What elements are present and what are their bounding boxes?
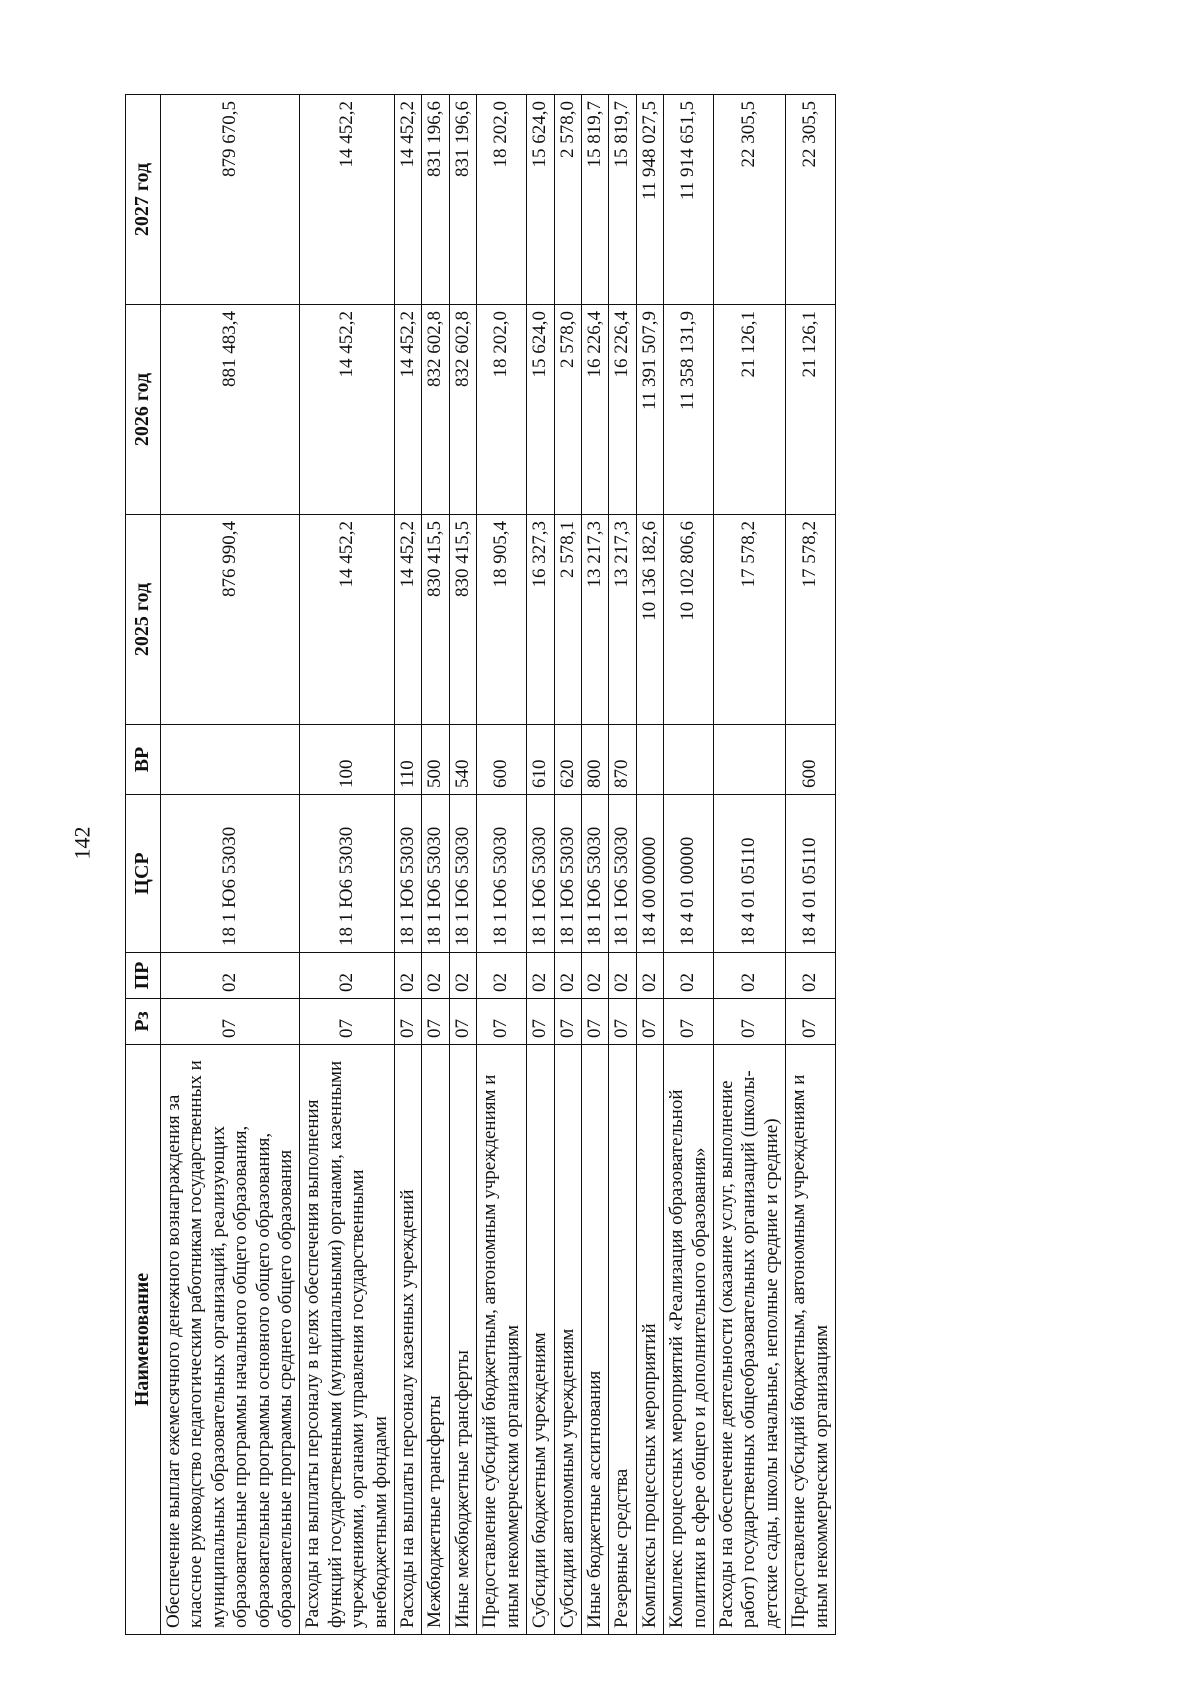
table-row <box>636 95 663 1635</box>
cell-vr <box>664 725 714 795</box>
cell-rz: 07 <box>636 999 663 1045</box>
budget-table <box>125 94 836 1635</box>
cell-2027: 831 196,6 <box>449 95 476 305</box>
cell-2026: 11 391 507,9 <box>636 305 663 515</box>
cell-csr: 18 1 Ю6 53030 <box>554 795 581 953</box>
cell-rz: 07 <box>664 999 714 1045</box>
cell-2025: 2 578,1 <box>554 515 581 725</box>
header-pr: ПР <box>126 953 161 999</box>
cell-2027: 15 819,7 <box>609 95 636 305</box>
cell-name: Субсидии бюджетным учреждениям <box>527 1045 554 1635</box>
cell-name: Субсидии автономным учреждениям <box>554 1045 581 1635</box>
cell-2026: 832 602,8 <box>449 305 476 515</box>
cell-2025: 13 217,3 <box>581 515 608 725</box>
cell-name: Обеспечение выплат ежемесячного денежного вознаграждения за классное руководство педагогическим работникам государственных и муниципальных образовательных организаций, реализующих образовательные программы начального общего образования, образовательные программы основного общего образования, образовательные программы среднего общего образования <box>161 1045 300 1635</box>
cell-rz: 07 <box>395 999 422 1045</box>
cell-rz: 07 <box>786 999 836 1045</box>
cell-name: Иные межбюджетные трансферты <box>449 1045 476 1635</box>
cell-name: Предоставление субсидий бюджетным, автономным учреждениям и иным некоммерческим организациям <box>786 1045 836 1635</box>
cell-csr: 18 4 01 05110 <box>786 795 836 953</box>
cell-rz: 07 <box>713 999 785 1045</box>
table-row <box>161 95 300 1635</box>
header-rz: Рз <box>126 999 161 1045</box>
cell-pr: 02 <box>527 953 554 999</box>
cell-2025: 13 217,3 <box>609 515 636 725</box>
cell-name: Предоставление субсидий бюджетным, автономным учреждениям и иным некоммерческим организациям <box>477 1045 527 1635</box>
cell-2026: 832 602,8 <box>422 305 449 515</box>
header-csr: ЦСР <box>126 795 161 953</box>
header-vr: ВР <box>126 725 161 795</box>
cell-rz: 07 <box>300 999 395 1045</box>
cell-csr: 18 1 Ю6 53030 <box>422 795 449 953</box>
page-number: 142 <box>69 826 95 860</box>
table-row <box>713 95 785 1635</box>
cell-2027: 14 452,2 <box>395 95 422 305</box>
cell-2027: 11 948 027,5 <box>636 95 663 305</box>
cell-2026: 21 126,1 <box>786 305 836 515</box>
cell-2026: 881 483,4 <box>161 305 300 515</box>
cell-csr: 18 4 01 00000 <box>664 795 714 953</box>
cell-csr: 18 1 Ю6 53030 <box>477 795 527 953</box>
cell-pr: 02 <box>786 953 836 999</box>
cell-name: Резервные средства <box>609 1045 636 1635</box>
cell-2027: 22 305,5 <box>786 95 836 305</box>
cell-pr: 02 <box>395 953 422 999</box>
cell-2026: 16 226,4 <box>609 305 636 515</box>
budget-table-wrapper <box>125 95 1145 1635</box>
cell-name: Расходы на выплаты персоналу казенных учреждений <box>395 1045 422 1635</box>
cell-pr: 02 <box>300 953 395 999</box>
cell-csr: 18 4 00 00000 <box>636 795 663 953</box>
cell-2027: 879 670,5 <box>161 95 300 305</box>
cell-pr: 02 <box>713 953 785 999</box>
cell-2027: 15 819,7 <box>581 95 608 305</box>
cell-vr <box>713 725 785 795</box>
cell-2027: 22 305,5 <box>713 95 785 305</box>
cell-vr: 600 <box>786 725 836 795</box>
cell-csr: 18 4 01 05110 <box>713 795 785 953</box>
cell-pr: 02 <box>581 953 608 999</box>
cell-name: Иные бюджетные ассигнования <box>581 1045 608 1635</box>
cell-rz: 07 <box>581 999 608 1045</box>
cell-pr: 02 <box>636 953 663 999</box>
cell-2025: 876 990,4 <box>161 515 300 725</box>
cell-2026: 11 358 131,9 <box>664 305 714 515</box>
cell-pr: 02 <box>449 953 476 999</box>
cell-vr: 100 <box>300 725 395 795</box>
cell-vr: 500 <box>422 725 449 795</box>
cell-2027: 14 452,2 <box>300 95 395 305</box>
cell-2025: 10 102 806,6 <box>664 515 714 725</box>
cell-2025: 17 578,2 <box>786 515 836 725</box>
cell-2025: 830 415,5 <box>449 515 476 725</box>
cell-2025: 16 327,3 <box>527 515 554 725</box>
cell-vr: 600 <box>477 725 527 795</box>
table-row <box>664 95 714 1635</box>
cell-name: Расходы на обеспечение деятельности (оказание услуг, выполнение работ) государственных общеобразовательных организаций (школы-детские сады, школы начальные, неполные средние и средние) <box>713 1045 785 1635</box>
cell-pr: 02 <box>477 953 527 999</box>
cell-2025: 18 905,4 <box>477 515 527 725</box>
cell-rz: 07 <box>449 999 476 1045</box>
cell-rz: 07 <box>609 999 636 1045</box>
cell-pr: 02 <box>422 953 449 999</box>
cell-name: Комплекс процессных мероприятий «Реализация образовательной политики в сфере общего и дополнительного образования» <box>664 1045 714 1635</box>
cell-vr: 870 <box>609 725 636 795</box>
header-2026: 2026 год <box>126 305 161 515</box>
cell-vr: 620 <box>554 725 581 795</box>
table-row <box>554 95 581 1635</box>
table-row <box>581 95 608 1635</box>
cell-2026: 15 624,0 <box>527 305 554 515</box>
cell-2026: 18 202,0 <box>477 305 527 515</box>
cell-pr: 02 <box>664 953 714 999</box>
cell-csr: 18 1 Ю6 53030 <box>300 795 395 953</box>
table-row <box>786 95 836 1635</box>
cell-2025: 17 578,2 <box>713 515 785 725</box>
cell-2026: 21 126,1 <box>713 305 785 515</box>
cell-vr: 800 <box>581 725 608 795</box>
cell-2026: 16 226,4 <box>581 305 608 515</box>
cell-2026: 2 578,0 <box>554 305 581 515</box>
cell-2026: 14 452,2 <box>395 305 422 515</box>
cell-vr: 610 <box>527 725 554 795</box>
cell-pr: 02 <box>609 953 636 999</box>
cell-name: Комплексы процессных мероприятий <box>636 1045 663 1635</box>
cell-2025: 14 452,2 <box>300 515 395 725</box>
table-row <box>477 95 527 1635</box>
cell-rz: 07 <box>161 999 300 1045</box>
cell-rz: 07 <box>477 999 527 1045</box>
table-row <box>609 95 636 1635</box>
cell-vr <box>636 725 663 795</box>
header-2025: 2025 год <box>126 515 161 725</box>
cell-csr: 18 1 Ю6 53030 <box>527 795 554 953</box>
cell-name: Межбюджетные трансферты <box>422 1045 449 1635</box>
table-row <box>422 95 449 1635</box>
table-row <box>449 95 476 1635</box>
cell-2026: 14 452,2 <box>300 305 395 515</box>
cell-rz: 07 <box>527 999 554 1045</box>
cell-vr: 110 <box>395 725 422 795</box>
cell-csr: 18 1 Ю6 53030 <box>449 795 476 953</box>
header-name: Наименование <box>126 1045 161 1635</box>
cell-2027: 18 202,0 <box>477 95 527 305</box>
cell-rz: 07 <box>554 999 581 1045</box>
table-row <box>395 95 422 1635</box>
cell-2025: 10 136 182,6 <box>636 515 663 725</box>
table-row <box>300 95 395 1635</box>
cell-rz: 07 <box>422 999 449 1045</box>
cell-vr <box>161 725 300 795</box>
cell-2027: 831 196,6 <box>422 95 449 305</box>
cell-vr: 540 <box>449 725 476 795</box>
cell-name: Расходы на выплаты персоналу в целях обеспечения выполнения функций государственными (муниципальными) органами, казенными учреждениями, органами управления государственными внебюджетными фондами <box>300 1045 395 1635</box>
cell-csr: 18 1 Ю6 53030 <box>161 795 300 953</box>
header-2027: 2027 год <box>126 95 161 305</box>
cell-pr: 02 <box>161 953 300 999</box>
cell-csr: 18 1 Ю6 53030 <box>609 795 636 953</box>
cell-csr: 18 1 Ю6 53030 <box>581 795 608 953</box>
cell-csr: 18 1 Ю6 53030 <box>395 795 422 953</box>
cell-2025: 14 452,2 <box>395 515 422 725</box>
table-header-row <box>126 95 161 1635</box>
rotated-page-area <box>125 95 1145 1635</box>
cell-2027: 11 914 651,5 <box>664 95 714 305</box>
cell-pr: 02 <box>554 953 581 999</box>
table-row <box>527 95 554 1635</box>
cell-2027: 15 624,0 <box>527 95 554 305</box>
cell-2027: 2 578,0 <box>554 95 581 305</box>
cell-2025: 830 415,5 <box>422 515 449 725</box>
